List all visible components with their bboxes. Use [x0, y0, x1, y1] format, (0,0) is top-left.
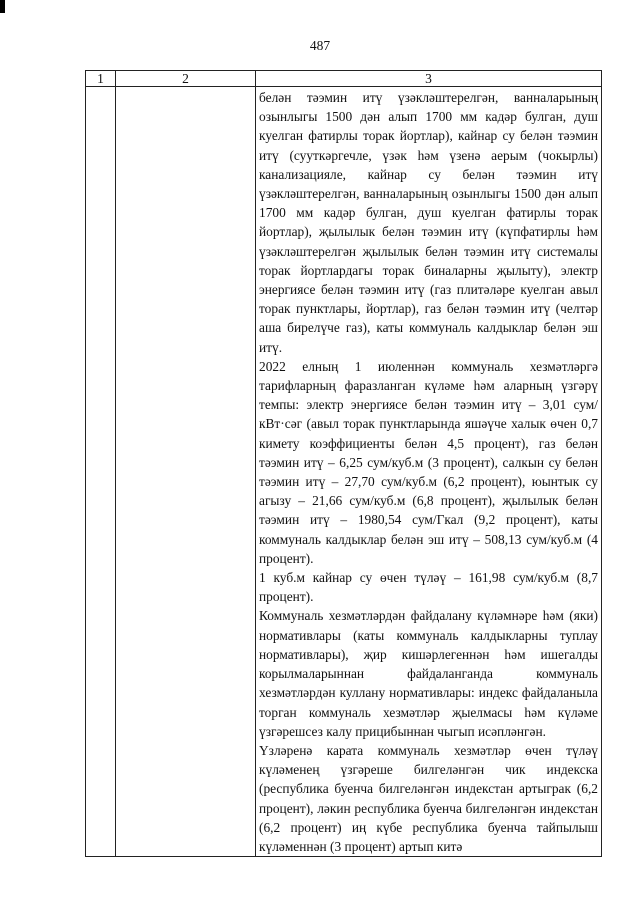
column-header-1: 1 [86, 71, 116, 87]
page-number: 487 [309, 38, 331, 53]
paragraph-4: Коммуналь хезмәтләрдән файдалану күләмнәре һәм (яки) нормативлары (каты коммуналь калдыкларны туплау нормативлары), җир кишәрлегеннән һәм ишегалды корылмаларыннан файдаланганда коммуналь хезмәтләрдән куллану нормативлары: индекс файдаланыла торган коммуналь хезмәтләр җыелмасы һәм күләме үзгәрешсез калу прицибыннан чыгып исәпләнгән. [259, 608, 598, 739]
table-header-row [86, 71, 602, 87]
scan-corner-mark [0, 0, 5, 13]
paragraph-5: Үзләренә карата коммуналь хезмәтләр өчен түләү күләменең үзгәреше билгеләнгән чик индекска (республика буенча билгеләнгән индекстан артыграк (6,2 процент), ләкин республика буенча билгеләнгән индекстан (6,2 процент) иң күбе республика буенча тайпылыш күләменнән (3 процент) артып китә [259, 742, 598, 854]
cell-col-2 [116, 87, 256, 857]
paragraph-2: 2022 елның 1 июленнән коммуналь хезмәтләргә тарифларның фаразланган күләме һәм аларның үзгәрү темпы: электр энергиясе белән тәэмин итү – 3,01 сум/кВт·сәг (авыл торак пунктларында яшәүче халык өчен 0,7 кимету коэффициенты белән 4,5 процент), газ белән тәэмин итү – 6,25 сум/куб.м (3 процент), салкын су белән тәэмин итү – 27,70 сум/куб.м (6,2 процент), юынтык су агызу – 21,66 сум/куб.м (6,8 процент), җылылык белән тәэмин итү – 1980,54 сум/Гкал (9,2 процент), каты коммуналь калдыклар белән эш итү – 508,13 сум/куб.м (4 процент). [259, 358, 598, 566]
paragraph-1: белән тәэмин итү үзәкләштерелгән, ванналарының озынлыгы 1500 дән алып 1700 мм кадәр булган, душ куелган фатирлы торак йортлар), кайнар су белән тәэмин итү (сууткәргечле, үзәк һәм үзенә аерым (чокырлы) канализацияле, кайнар су белән тәэмин итү үзәкләштерелгән, ванналарының озынлыгы 1500 дән алып 1700 мм кадәр булган, душ куелган фатирлы торак йортлар), җылылык белән тәэмин итү (күпфатирлы һәм үзәкләштерелгән җылылык белән тәэмин итү системалы торак йортлардагы торак биналарны җылыту), электр энергиясе белән тәэмин итү (газ плитәләре куелган авыл торак пунктлары, йортлар), газ белән тәэмин итү (челтәр аша бирелүче газ), каты коммуналь калдыклар белән эш итү. [259, 90, 598, 355]
document-table [85, 70, 602, 857]
column-header-2: 2 [116, 71, 256, 87]
paragraph-3: 1 куб.м кайнар су өчен түләү – 161,98 сум/куб.м (8,7 процент). [259, 570, 598, 605]
cell-col-3 [256, 87, 602, 857]
table-row [86, 87, 602, 857]
cell-col-3-text [256, 87, 601, 856]
cell-col-1 [86, 87, 116, 857]
column-header-3: 3 [256, 71, 602, 87]
